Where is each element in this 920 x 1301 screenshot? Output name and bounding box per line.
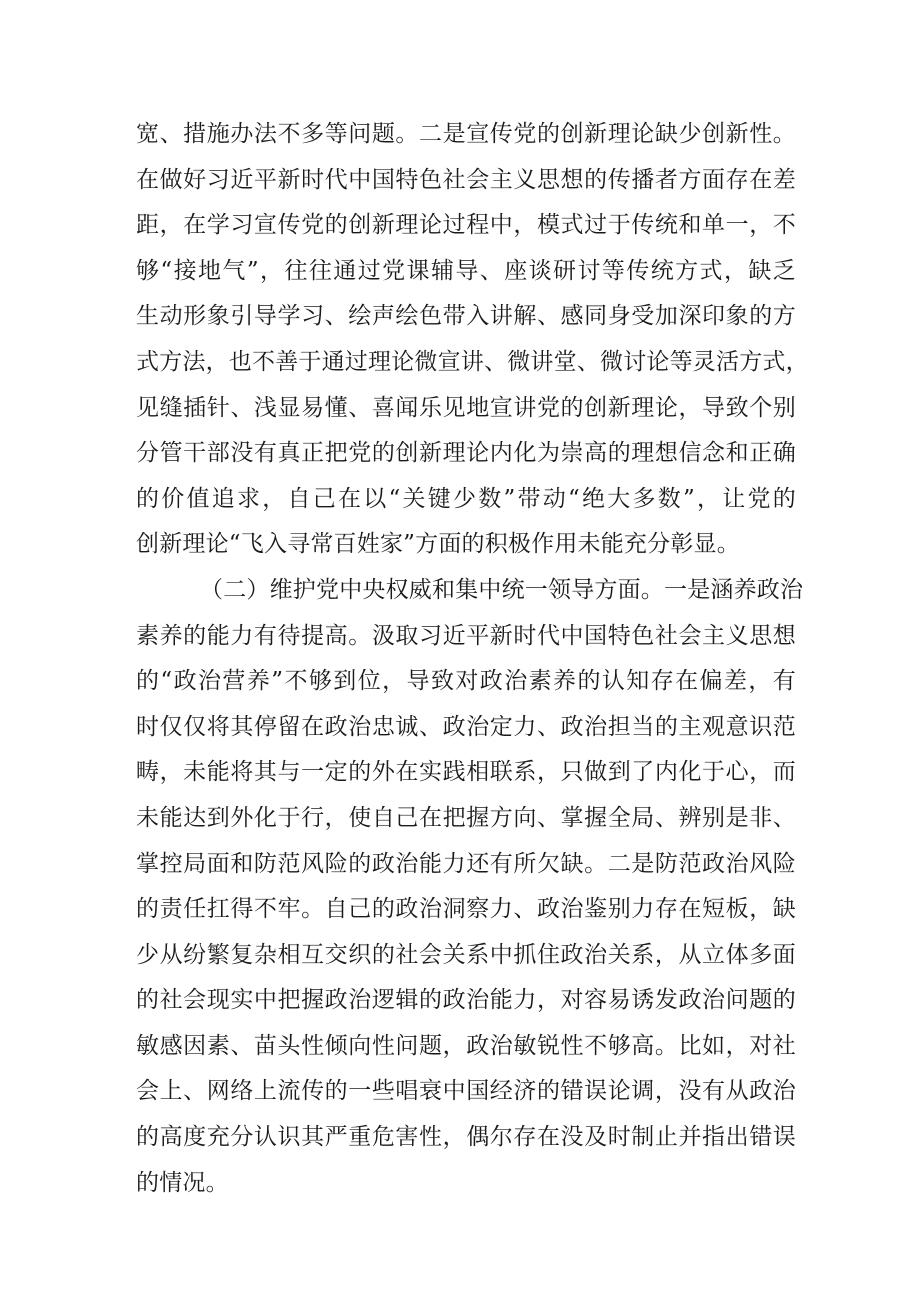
text-line: 在做好习近平新时代中国特色社会主义思想的传播者方面存在差 — [136, 166, 796, 193]
text-line: 时仅仅将其停留在政治忠诚、政治定力、政治担当的主观意识范 — [136, 713, 796, 740]
text-line: 距，在学习宣传党的创新理论过程中，模式过于传统和单一，不 — [136, 212, 796, 239]
text-line: 素养的能力有待提高。汲取习近平新时代中国特色社会主义思想 — [136, 622, 796, 649]
text-line: 掌控局面和防范风险的政治能力还有所欠缺。二是防范政治风险 — [136, 850, 796, 877]
text-line: 生动形象引导学习、绘声绘色带入讲解、感同身受加深印象的方 — [136, 303, 796, 330]
text-line: 的情况。 — [136, 1169, 229, 1196]
body-text — [136, 112, 809, 1206]
text-line: 宽、措施办法不多等问题。二是宣传党的创新理论缺少创新性。 — [136, 121, 796, 147]
text-line: 会上、网络上流传的一些唱衰中国经济的错误论调，没有从政治 — [136, 1078, 796, 1105]
text-line: 够“接地气”，往往通过党课辅导、座谈研讨等传统方式，缺乏 — [136, 257, 796, 284]
text-line: 敏感因素、苗头性倾向性问题，政治敏锐性不够高。比如，对社 — [136, 1032, 796, 1059]
text-line: 式方法，也不善于通过理论微宣讲、微讲堂、微讨论等灵活方式， — [136, 348, 809, 375]
text-line: 创新理论“飞入寻常百姓家”方面的积极作用未能充分彰显。 — [136, 531, 740, 558]
text-line: 少从纷繁复杂相互交织的社会关系中抓住政治关系，从立体多面 — [136, 941, 796, 968]
text-line: 见缝插针、浅显易懂、喜闻乐见地宣讲党的创新理论，导致个别 — [136, 394, 796, 421]
text-line: 分管干部没有真正把党的创新理论内化为崇高的理想信念和正确 — [136, 440, 796, 467]
text-line: 的价值追求，自己在以“关键少数”带动“绝大多数”，让党的 — [136, 485, 796, 512]
text-line: 未能达到外化于行，使自己在把握方向、掌握全局、辨别是非、 — [136, 804, 796, 831]
text-line: 的责任扛得不牢。自己的政治洞察力、政治鉴别力存在短板，缺 — [136, 896, 796, 923]
text-line: 畴，未能将其与一定的外在实践相联系，只做到了内化于心，而 — [136, 759, 796, 786]
text-line: 的高度充分认识其严重危害性，偶尔存在没及时制止并指出错误 — [136, 1124, 796, 1151]
text-line: （二）维护党中央权威和集中统一领导方面。一是涵养政治 — [200, 576, 804, 603]
text-line: 的“政治营养”不够到位，导致对政治素养的认知存在偏差，有 — [136, 668, 796, 695]
text-line: 的社会现实中把握政治逻辑的政治能力，对容易诱发政治问题的 — [136, 987, 796, 1014]
